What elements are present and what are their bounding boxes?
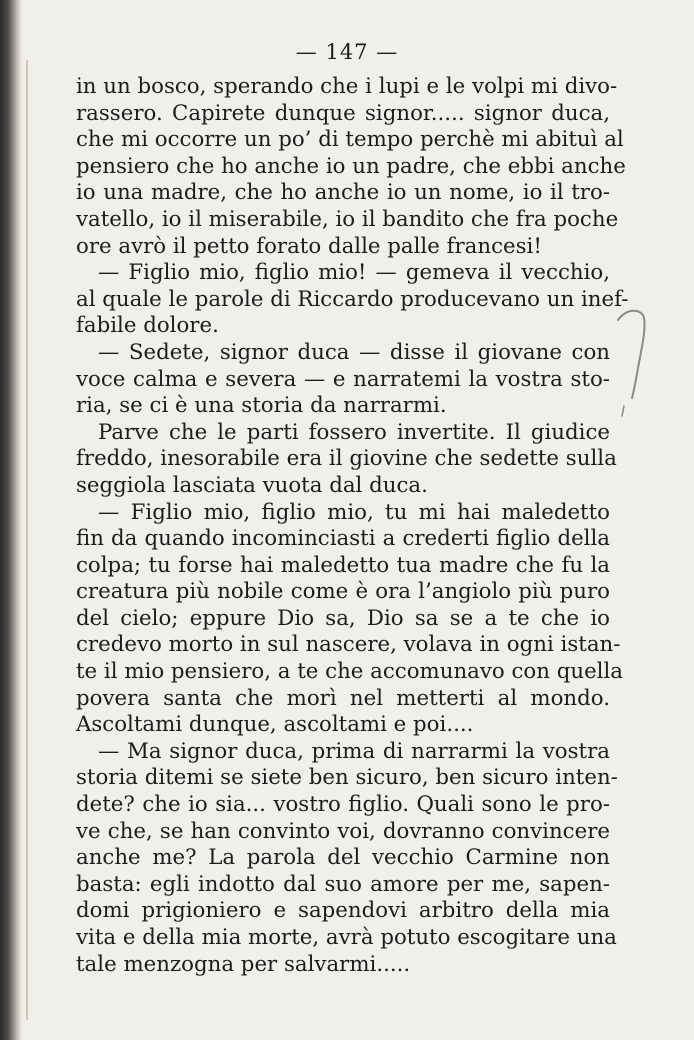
text-line: povera santa che morì nel metterti al mondo.	[76, 685, 610, 711]
text-line: — Ma signor duca, prima di narrarmi la vostra	[98, 738, 610, 764]
text-line: storia ditemi se siete ben sicuro, ben sicuro inten-	[76, 765, 618, 791]
text-line: che mi occorre un po’ di tempo perchè mi abituì al	[76, 127, 624, 153]
text-line: — Figlio mio, figlio mio! — gemeva il vecchio,	[98, 260, 610, 286]
text-line: dete? che io sia... vostro figlio. Quali sono le pro-	[76, 792, 610, 818]
text-line: pensiero che ho anche io un padre, che ebbi anche	[76, 153, 626, 179]
text-line: ve che, se han convinto voi, dovranno convincere	[76, 818, 610, 844]
text-line: colpa; tu forse hai maledetto tua madre che fu la	[76, 552, 610, 578]
text-line: Ascoltami dunque, ascoltami e poi....	[76, 712, 474, 738]
text-line: basta: egli indotto dal suo amore per me, sapen-	[76, 871, 610, 897]
text-line: al quale le parole di Riccardo producevano un inef-	[76, 286, 629, 312]
text-line: tale menzogna per salvarmi.....	[76, 951, 411, 977]
pencil-mark-icon	[612, 306, 652, 426]
book-spine-shadow	[0, 0, 22, 1040]
text-line: vatello, io il miserabile, io il bandito che fra poche	[76, 206, 619, 232]
text-line: seggiola lasciata vuota dal duca.	[76, 472, 428, 498]
text-line: voce calma e severa — e narratemi la vostra sto-	[76, 366, 610, 392]
text-line: freddo, inesorabile era il giovine che sedette sulla	[76, 446, 617, 472]
text-line: te il mio pensiero, a te che accomunavo con quella	[76, 659, 624, 685]
text-line: — Sedete, signor duca — disse il giovane con	[98, 339, 610, 365]
text-line: domi prigioniero e sapendovi arbitro della mia	[76, 898, 610, 924]
text-line: del cielo; eppure Dio sa, Dio sa se a te che io	[76, 605, 610, 631]
text-line: fabile dolore.	[76, 313, 219, 339]
text-line: ore avrò il petto forato dalle palle francesi!	[76, 233, 542, 259]
text-line: ria, se ci è una storia da narrarmi.	[76, 393, 447, 419]
text-line: rassero. Capirete dunque signor..... signor duca,	[76, 100, 610, 126]
page-number: — 147 —	[295, 40, 399, 64]
text-line: credevo morto in sul nascere, volava in ogni istan-	[76, 632, 621, 658]
text-line: — Figlio mio, figlio mio, tu mi hai maledetto	[98, 499, 610, 525]
text-line: creatura più nobile come è ora l’angiolo più puro	[76, 579, 610, 605]
text-line: anche me? La parola del vecchio Carmine non	[76, 845, 610, 871]
text-line: vita e della mia morte, avrà potuto escogitare una	[76, 925, 617, 950]
gutter-line	[26, 60, 28, 1020]
text-line: in un bosco, sperando che i lupi e le volpi mi divo-	[76, 74, 618, 99]
text-line: fin da quando incominciasti a crederti figlio della	[76, 526, 610, 552]
body-text	[76, 74, 629, 978]
text-line: Parve che le parti fossero invertite. Il giudice	[98, 419, 610, 445]
text-line: io una madre, che ho anche io un nome, io il tro-	[76, 180, 610, 206]
